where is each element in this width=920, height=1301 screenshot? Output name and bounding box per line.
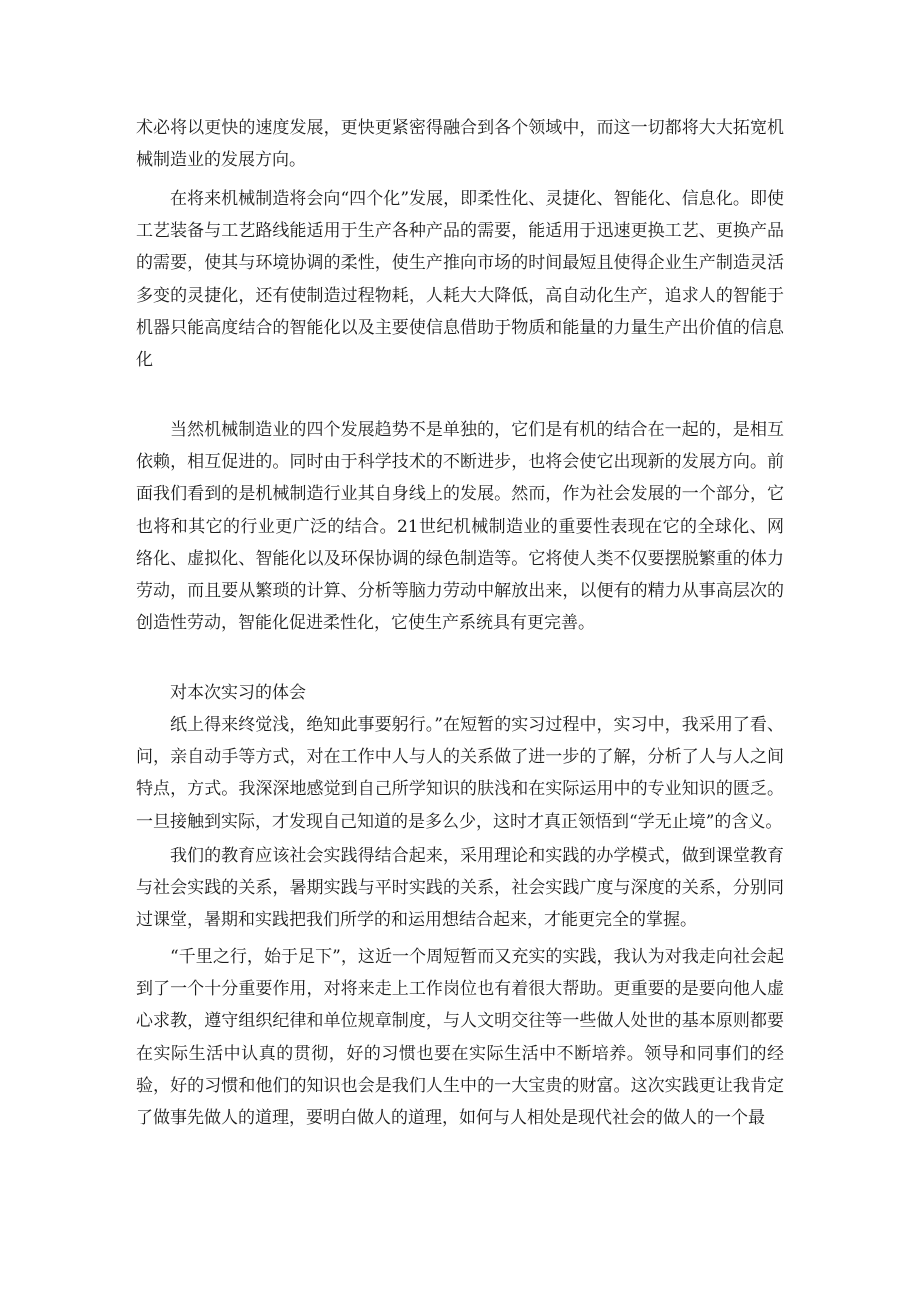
section-heading: 对本次实习的体会: [170, 683, 306, 703]
paragraph-continuation: 术必将以更快的速度发展，更快更紧密得融合到各个领域中，而这一切都将大大拓宽机械制造业的发展方向。: [136, 118, 784, 171]
paragraph-development: 当然机械制造业的四个发展趋势不是单独的，它们是有机的结合在一起的，是相互依赖，相互促进的。同时由于科学技术的不断进步，也将会使它出现新的发展方向。前面我们看到的是机械制造行业其自身线上的发展。然而，作为社会发展的一个部分，它也将和其它的行业更广泛的结合。21世纪机械制造业的重要性表现在它的全球化、网络化、虚拟化、智能化以及环保协调的绿色制造等。它将使人类不仅要摆脱繁重的体力劳动，而且要从繁琐的计算、分析等脑力劳动中解放出来，以便有的精力从事高层次的创造性劳动，智能化促进柔性化，它使生产系统具有更完善。: [136, 420, 784, 634]
paragraph-four-trends: 在将来机械制造将会向“四个化”发展，即柔性化、灵捷化、智能化、信息化。即使工艺装备与工艺路线能适用于生产各种产品的需要，能适用于迅速更换工艺、更换产品的需要，使其与环境协调的柔性，使生产推向市场的时间最短且使得企业生产制造灵活多变的灵捷化，还有使制造过程物耗，人耗大大降低，高自动化生产，追求人的智能于机器只能高度结合的智能化以及主要使信息借助于物质和能量的力量生产出价值的信息化: [136, 189, 784, 371]
paragraph-practice: “千里之行，始于足下”，这近一个周短暂而又充实的实践，我认为对我走向社会起到了一个十分重要作用，对将来走上工作岗位也有着很大帮助。更重要的是要向他人虚心求教，遵守组织纪律和单位规章制度，与人文明交往等一些做人处世的基本原则都要在实际生活中认真的贯彻，好的习惯也要在实际生活中不断培养。领导和同事们的经验，好的习惯和他们的知识也会是我们人生中的一大宝贵的财富。这次实践更让我肯定了做事先做人的道理，要明白做人的道理，如何与人相处是现代社会的做人的一个最: [136, 947, 784, 1129]
paragraph-education: 我们的教育应该社会实践得结合起来，采用理论和实践的办学模式，做到课堂教育与社会实践的关系，暑期实践与平时实践的关系，社会实践广度与深度的关系，分别同过课堂，暑期和实践把我们所学的和运用想结合起来，才能更完全的掌握。: [136, 846, 784, 931]
paragraph-internship-reflection: 纸上得来终觉浅，绝知此事要躬行。”在短暂的实习过程中，实习中，我采用了看、问，亲自动手等方式，对在工作中人与人的关系做了进一步的了解，分析了人与人之间特点，方式。我深深地感觉到自己所学知识的肤浅和在实际运用中的专业知识的匮乏。一旦接触到实际，才发现自己知道的是多么少，这时才真正领悟到“学无止境”的含义。: [136, 715, 784, 832]
